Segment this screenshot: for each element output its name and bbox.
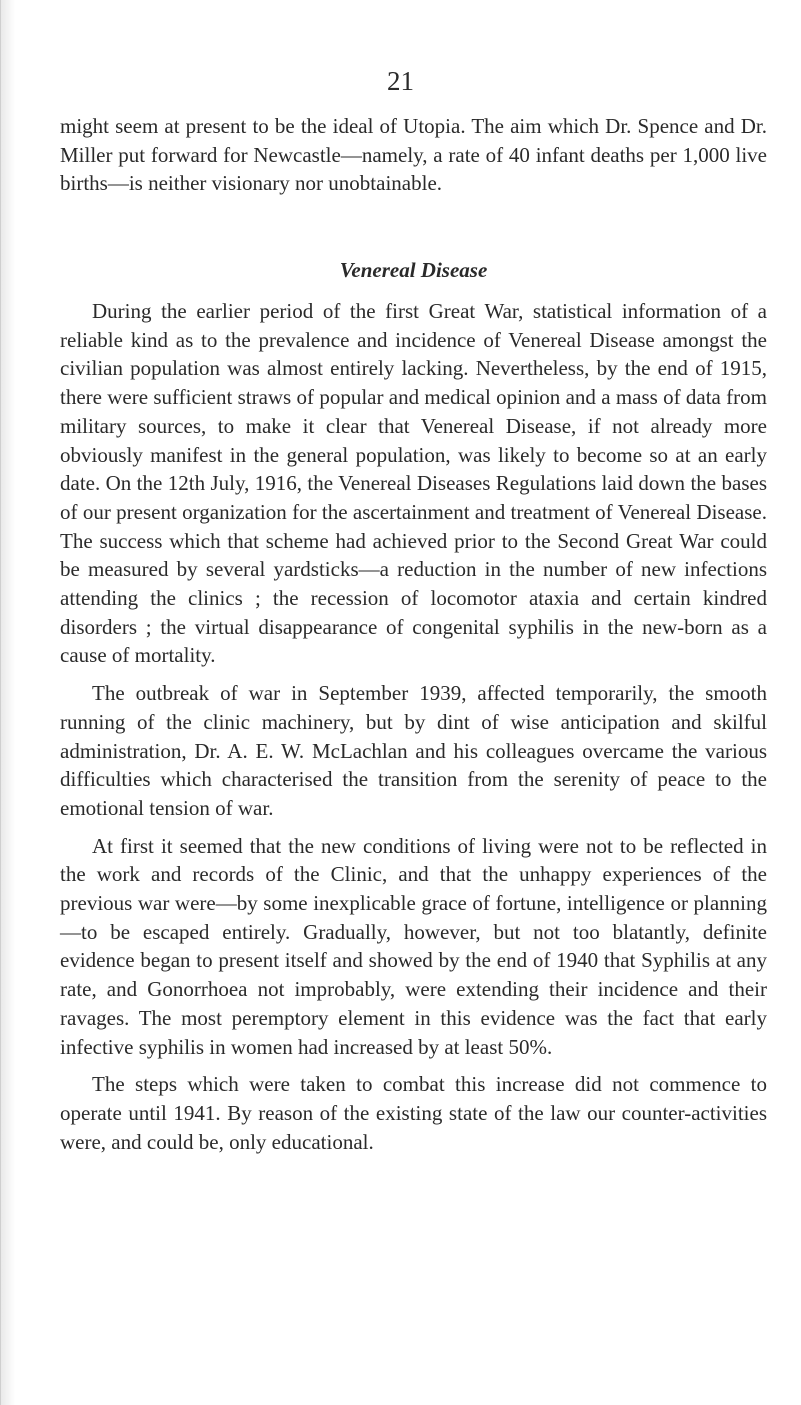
page-body: [60, 112, 767, 1156]
body-paragraph: During the earlier period of the first Great War, statistical information of a reliable kind as to the prevalence and incidence of Venereal Disease amongst the civilian population was almost entirely lacking. Nevertheless, by the end of 1915, there were sufficient straws of popular and medical opinion and a mass of data from military sources, to make it clear that Venereal Disease, if not already more obviously manifest in the general population, was likely to become so at an early date. On the 12th July, 1916, the Venereal Diseases Regulations laid down the bases of our present organization for the ascertainment and treatment of Venereal Disease. The success which that scheme had achieved prior to the Second Great War could be measured by several yardsticks—a reduction in the number of new infections attending the clinics ; the recession of locomotor ataxia and certain kindred disorders ; the virtual disappearance of congenital syphilis in the new-born as a cause of mortality.: [60, 299, 767, 668]
page-number: 21: [387, 66, 414, 96]
paragraph-gap: [60, 823, 767, 832]
page-left-edge: [0, 0, 15, 1405]
section-heading: Venereal Disease: [339, 258, 488, 282]
continued-paragraph-block: [60, 112, 767, 256]
paragraph-gap: [60, 1061, 767, 1070]
body-paragraph: The outbreak of war in September 1939, affected temporarily, the smooth running of the clinic machinery, but by dint of wise anticipation and skilful administration, Dr. A. E. W. McLachlan and his colleagues overcame the various difficulties which characterised the transition from the serenity of peace to the emotional tension of war.: [60, 681, 767, 820]
body-paragraph: The steps which were taken to combat this increase did not commence to operate until 1941. By reason of the existing state of the law our counter-activities were, and could be, only educational.: [60, 1072, 767, 1154]
continued-paragraph: might seem at present to be the ideal of Utopia. The aim which Dr. Spence and Dr. Miller put forward for Newcastle—namely, a rate of 40 infant deaths per 1,000 live births—is neither visionary nor unobtainable.: [60, 114, 767, 196]
body-paragraph: At first it seemed that the new conditions of living were not to be reflected in the work and records of the Clinic, and that the unhappy experiences of the previous war were—by some inexplicable grace of fortune, intelligence or planning—to be escaped entirely. Gradually, however, but not too blatantly, definite evidence began to present itself and showed by the end of 1940 that Syphilis at any rate, and Gonorrhoea not improbably, were extending their incidence and their ravages. The most peremptory element in this evidence was the fact that early infective syphilis in women had increased by at least 50%.: [60, 833, 767, 1059]
paragraph-gap: [60, 670, 767, 679]
